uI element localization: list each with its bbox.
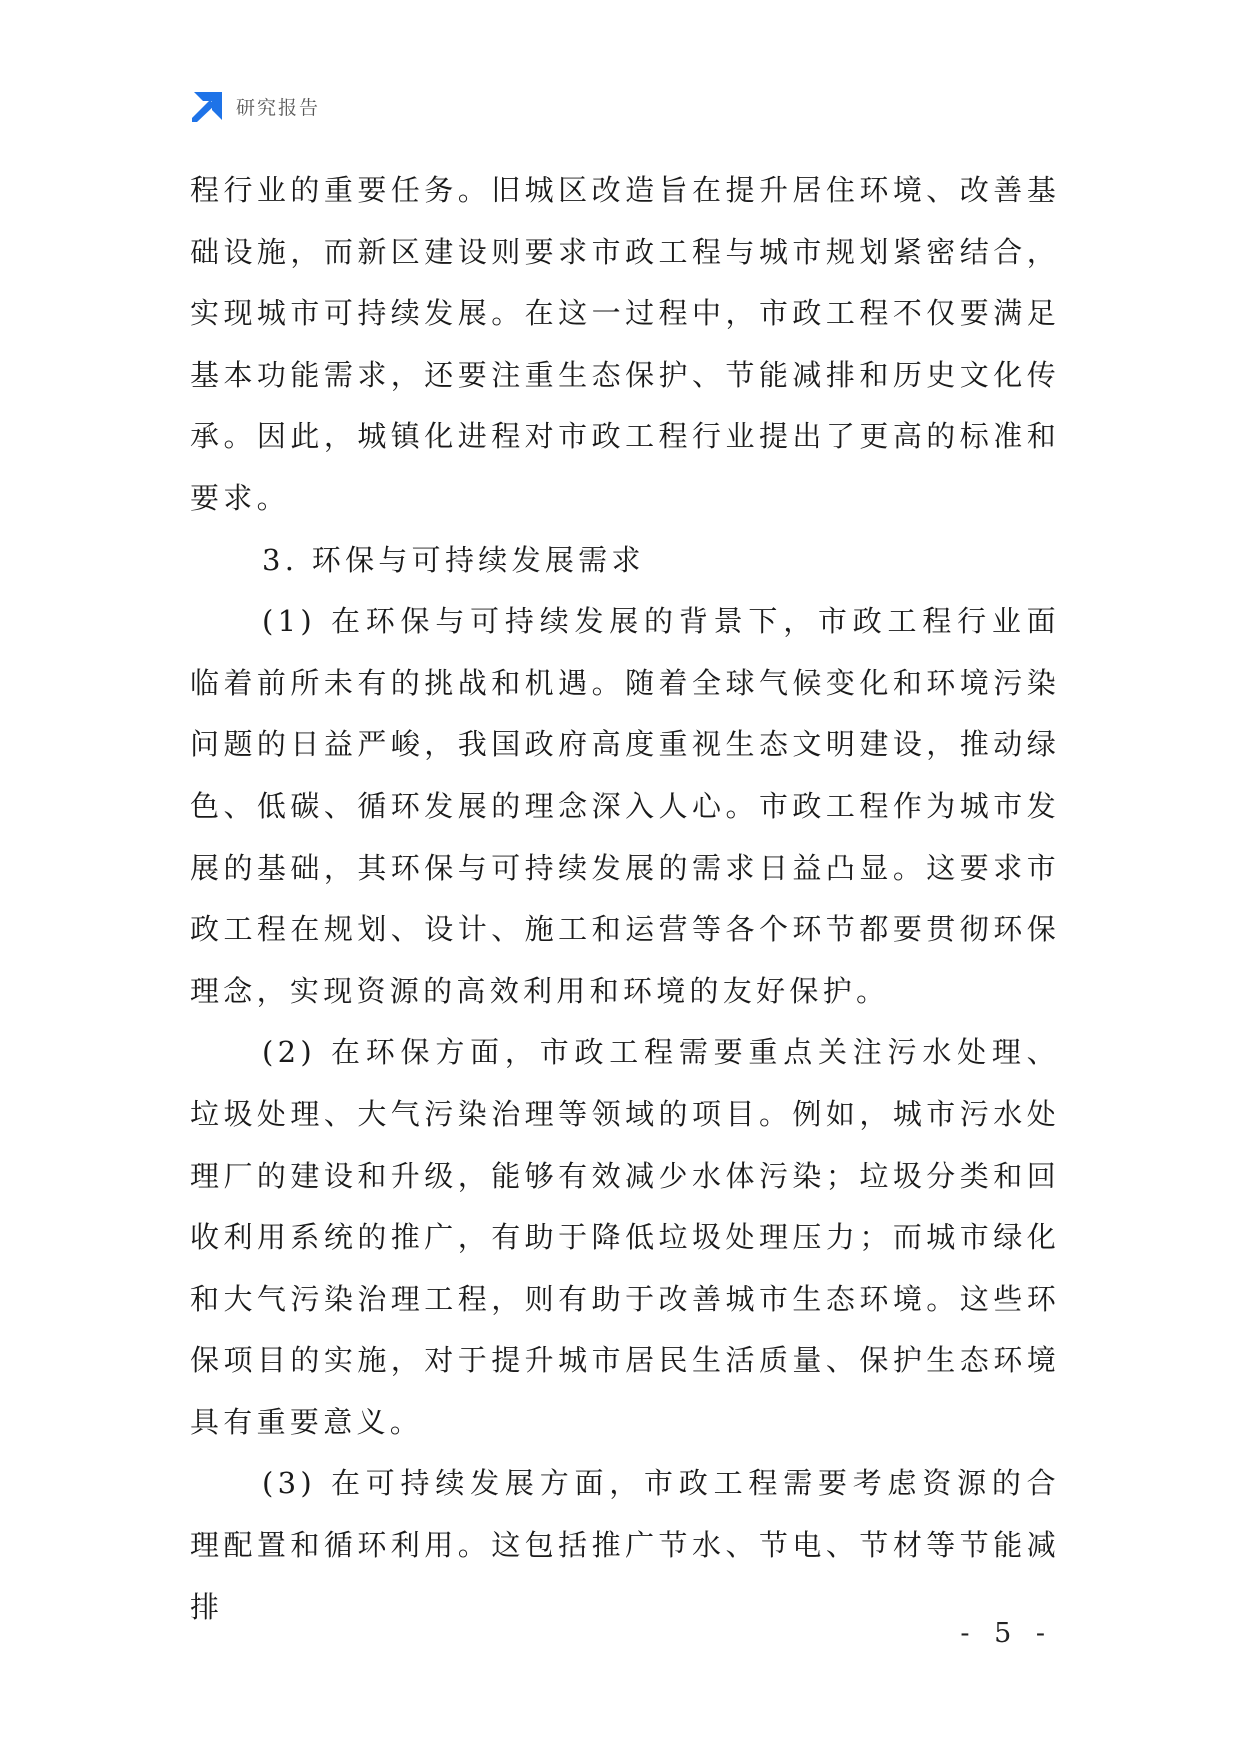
arrow-up-right-icon xyxy=(190,90,224,122)
page-number: - 5 - xyxy=(960,1618,1053,1649)
continuation-paragraph: 程行业的重要任务。旧城区改造旨在提升居住环境、改善基础设施，而新区建设则要求市政工程与城市规划紧密结合，实现城市可持续发展。在这一过程中，市政工程不仅要满足基本功能需求，还要注重生态保护、节能减排和历史文化传承。因此，城镇化进程对市政工程行业提出了更高的标准和要求。 xyxy=(190,173,1060,515)
paragraph-1: (1) 在环保与可持续发展的背景下，市政工程行业面临着前所未有的挑战和机遇。随着全球气候变化和环境污染问题的日益严峻，我国政府高度重视生态文明建设，推动绿色、低碳、循环发展的理念深入人心。市政工程作为城市发展的基础，其环保与可持续发展的需求日益凸显。这要求市政工程在规划、设计、施工和运营等各个环节都要贯彻环保理念，实现资源的高效利用和环境的友好保护。 xyxy=(190,604,1060,1008)
paragraph-2: (2) 在环保方面，市政工程需要重点关注污水处理、垃圾处理、大气污染治理等领域的项目。例如，城市污水处理厂的建设和升级，能够有效减少水体污染；垃圾分类和回收利用系统的推广，有助于降低垃圾处理压力；而城市绿化和大气污染治理工程，则有助于改善城市生态环境。这些环保项目的实施，对于提升城市居民生活质量、保护生态环境具有重要意义。 xyxy=(190,1035,1060,1439)
header-title: 研究报告 xyxy=(236,96,321,119)
paragraph-3: (3) 在可持续发展方面，市政工程需要考虑资源的合理配置和循环利用。这包括推广节水、节电、节材等节能减排 xyxy=(190,1466,1060,1624)
section-heading: 3. 环保与可持续发展需求 xyxy=(262,542,645,577)
document-body xyxy=(190,160,1060,1638)
report-header xyxy=(190,88,320,124)
